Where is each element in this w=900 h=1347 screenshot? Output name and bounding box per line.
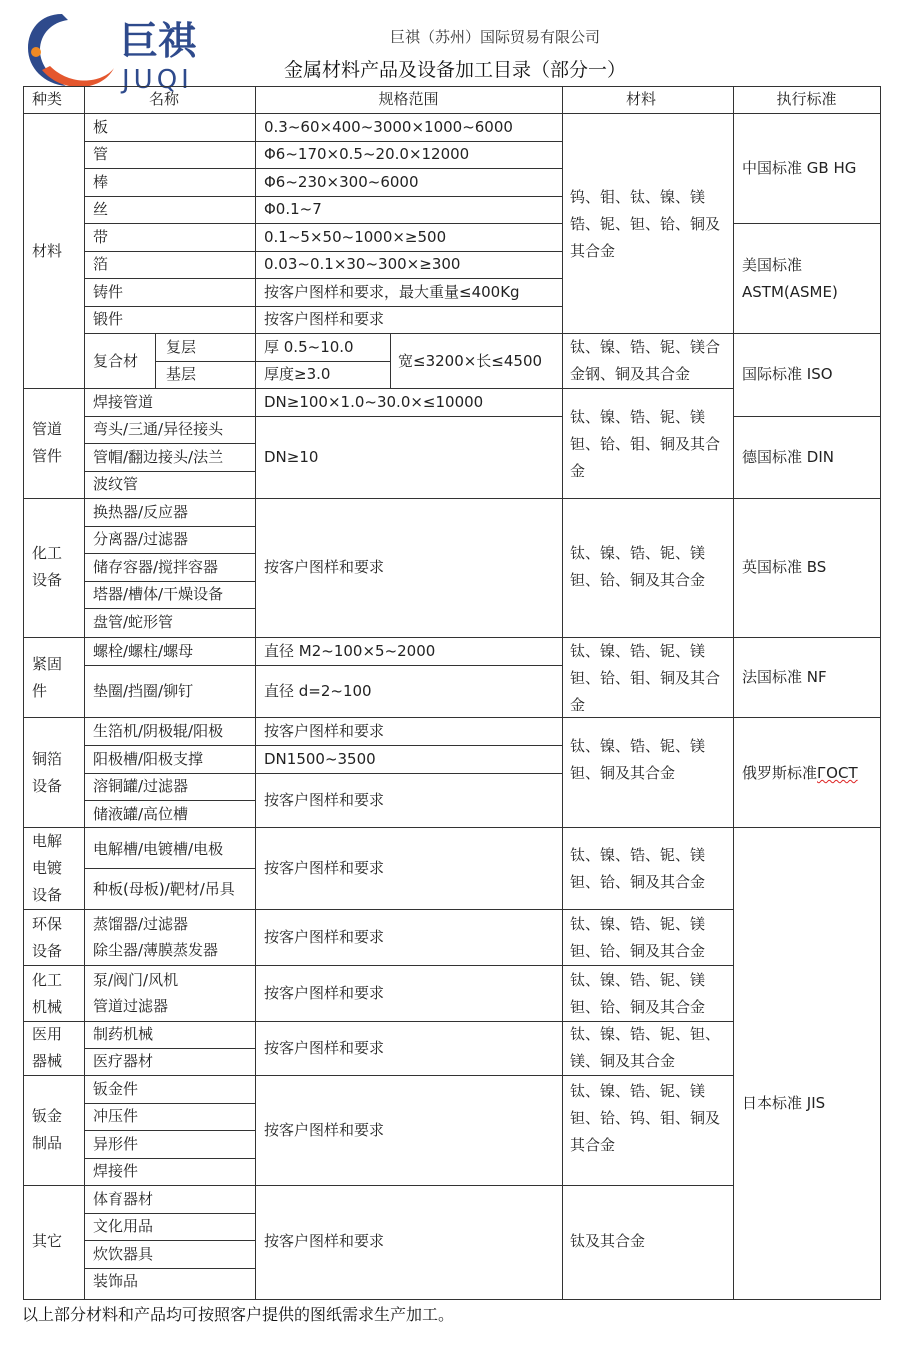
header-standard: 执行标准 bbox=[776, 90, 837, 108]
standard-cell: 日本标准 JIS bbox=[742, 1094, 826, 1112]
category-cell: 医用 器械 bbox=[32, 1025, 63, 1070]
name-cell: 铸件 bbox=[93, 283, 124, 301]
name-cell: 阳极槽/阳极支撑 bbox=[93, 750, 204, 768]
standard-cell: 中国标准 GB HG bbox=[742, 159, 857, 177]
spec-cell: 按客户图样和要求 bbox=[264, 558, 385, 576]
spec-cell: 按客户图样和要求 bbox=[264, 859, 385, 877]
name-cell: 锻件 bbox=[93, 310, 124, 328]
spec-cell: DN≥100×1.0~30.0×≤10000 bbox=[264, 393, 484, 411]
name-cell: 管 bbox=[93, 145, 109, 163]
material-cell: 钛、镍、锆、铌、镁钽、铪、铜及其合金 bbox=[570, 544, 706, 589]
category-cell: 电解 电镀 设备 bbox=[32, 832, 63, 904]
material-cell: 钛、镍、锆、铌、镁钽、铜及其合金 bbox=[570, 737, 706, 782]
name-cell: 文化用品 bbox=[93, 1217, 154, 1235]
standard-text: 俄罗斯标准 bbox=[742, 764, 818, 782]
name-cell: 箔 bbox=[93, 255, 109, 273]
header-name: 名称 bbox=[148, 90, 179, 108]
spec-cell: 按客户图样和要求 bbox=[264, 1232, 385, 1250]
spec-cell: 按客户图样和要求 bbox=[264, 1039, 385, 1057]
name-cell: 异形件 bbox=[93, 1135, 139, 1153]
category-cell: 管道 管件 bbox=[32, 420, 63, 465]
spec-cell: 0.3~60×400~3000×1000~6000 bbox=[264, 118, 513, 136]
name-cell: 储存容器/搅拌容器 bbox=[93, 558, 219, 576]
material-cell: 钛、镍、锆、铌、镁钽、铪、铜及其合金 bbox=[570, 915, 706, 960]
standard-cell bbox=[742, 760, 858, 787]
category-cell: 铜箔 设备 bbox=[32, 750, 63, 795]
spec-cell: 宽≤3200×长≤4500 bbox=[398, 352, 543, 370]
material-cell: 钛、镍、锆、铌、镁合金钢、铜及其合金 bbox=[570, 338, 721, 383]
category-cell: 其它 bbox=[32, 1232, 63, 1250]
name-cell: 医疗器材 bbox=[93, 1052, 154, 1070]
name-cell: 波纹管 bbox=[93, 475, 139, 493]
category-cell: 化工 设备 bbox=[32, 544, 63, 589]
material-cell: 钛、镍、锆、铌、镁钽、铪、钼、铜及其合金 bbox=[570, 408, 721, 480]
name-cell: 复合材 bbox=[93, 352, 139, 370]
company-name: 巨祺（苏州）国际贸易有限公司 bbox=[389, 28, 600, 46]
name-cell: 分离器/过滤器 bbox=[93, 530, 189, 548]
material-cell: 钛、镍、锆、铌、镁钽、铪、钨、钼、铜及其合金 bbox=[570, 1082, 721, 1154]
name-cell: 装饰品 bbox=[93, 1272, 139, 1290]
name-cell: 溶铜罐/过滤器 bbox=[93, 777, 189, 795]
name-cell: 冲压件 bbox=[93, 1107, 139, 1125]
material-cell: 钛、镍、锆、铌、镁钽、铪、钼、铜及其合金 bbox=[570, 642, 721, 714]
name-cell: 棒 bbox=[93, 173, 109, 191]
spec-cell: 按客户图样和要求 bbox=[264, 722, 385, 740]
logo-english-text: JUQI bbox=[122, 65, 193, 94]
material-cell: 钛及其合金 bbox=[570, 1232, 646, 1250]
header-category: 种类 bbox=[32, 90, 63, 108]
spec-cell: Φ6~230×300~6000 bbox=[264, 173, 419, 191]
category-cell: 环保 设备 bbox=[32, 915, 63, 960]
logo-chinese-text: 巨祺 bbox=[120, 19, 197, 63]
spec-cell: 按客户图样和要求 bbox=[264, 984, 385, 1002]
spec-cell: 0.1~5×50~1000×≥500 bbox=[264, 228, 447, 246]
name-cell: 换热器/反应器 bbox=[93, 503, 189, 521]
spec-cell: DN≥10 bbox=[264, 448, 319, 466]
document-title: 金属材料产品及设备加工目录（部分一） bbox=[283, 59, 626, 81]
name-cell: 焊接件 bbox=[93, 1162, 139, 1180]
name-cell: 螺栓/螺柱/螺母 bbox=[93, 642, 194, 660]
footer-note: 以上部分材料和产品均可按照客户提供的图纸需求生产加工。 bbox=[22, 1305, 455, 1324]
spec-cell: 直径 M2~100×5~2000 bbox=[264, 642, 436, 660]
spec-cell: 按客户图样和要求 bbox=[264, 928, 385, 946]
name-cell: 炊饮器具 bbox=[93, 1245, 154, 1263]
name-cell: 蒸馏器/过滤器 bbox=[93, 915, 189, 933]
name-cell: 钣金件 bbox=[93, 1080, 139, 1098]
spec-cell: 按客户图样和要求 bbox=[264, 1121, 385, 1139]
spec-cell: 厚 0.5~10.0 bbox=[264, 338, 354, 356]
spec-cell: DN1500~3500 bbox=[264, 750, 376, 768]
name-cell: 电解槽/电镀槽/电极 bbox=[93, 840, 224, 858]
name-cell: 基层 bbox=[166, 365, 197, 383]
material-cell: 钛、镍、锆、铌、镁钽、铪、铜及其合金 bbox=[570, 971, 706, 1016]
standard-cell: 国际标准 ISO bbox=[742, 365, 833, 383]
spec-cell: Φ0.1~7 bbox=[264, 200, 322, 218]
spec-cell: 按客户图样和要求 bbox=[264, 791, 385, 809]
name-cell: 泵/阀门/风机 bbox=[93, 971, 179, 989]
standard-cell: 德国标准 DIN bbox=[742, 448, 834, 466]
spec-cell: 0.03~0.1×30~300×≥300 bbox=[264, 255, 461, 273]
material-cell: 钨、钼、钛、镍、镁锆、铌、钽、铪、铜及其合金 bbox=[570, 188, 721, 260]
name-cell: 种板(母板)/靶材/吊具 bbox=[93, 880, 235, 898]
category-cell: 钣金 制品 bbox=[32, 1107, 63, 1152]
name-cell: 塔器/槽体/干燥设备 bbox=[93, 585, 224, 603]
standard-cell: 美国标准 ASTM(ASME) bbox=[742, 256, 838, 301]
spec-cell: 厚度≥3.0 bbox=[264, 365, 331, 383]
name-cell: 复层 bbox=[166, 338, 197, 356]
category-cell: 材料 bbox=[32, 242, 63, 260]
name-cell: 体育器材 bbox=[93, 1190, 154, 1208]
name-cell: 带 bbox=[93, 228, 109, 246]
name-cell: 弯头/三通/异径接头 bbox=[93, 420, 224, 438]
standard-cell: 英国标准 BS bbox=[742, 558, 827, 576]
material-cell: 钛、镍、锆、铌、钽、镁、铜及其合金 bbox=[570, 1025, 721, 1070]
name-cell: 垫圈/挡圈/铆钉 bbox=[93, 682, 194, 700]
name-cell: 储液罐/高位槽 bbox=[93, 805, 189, 823]
name-cell: 管帽/翻边接头/法兰 bbox=[93, 448, 224, 466]
name-cell: 生箔机/阴极辊/阳极 bbox=[93, 722, 224, 740]
spec-cell: 按客户图样和要求 bbox=[264, 310, 385, 328]
header-spec: 规格范围 bbox=[378, 90, 439, 108]
name-cell: 板 bbox=[93, 118, 109, 136]
category-cell: 紧固 件 bbox=[32, 655, 63, 700]
name-cell: 管道过滤器 bbox=[93, 997, 169, 1015]
name-cell: 丝 bbox=[93, 200, 109, 218]
name-cell: 焊接管道 bbox=[93, 393, 154, 411]
spec-cell: Φ6~170×0.5~20.0×12000 bbox=[264, 145, 470, 163]
category-cell: 化工 机械 bbox=[32, 971, 63, 1016]
name-cell: 制药机械 bbox=[93, 1025, 154, 1043]
spellcheck-underlined-text: ГОСТ bbox=[817, 764, 858, 782]
spec-cell: 按客户图样和要求，最大重量≤400Kg bbox=[264, 283, 520, 301]
spec-cell: 直径 d=2~100 bbox=[264, 682, 372, 700]
standard-cell: 法国标准 NF bbox=[742, 668, 827, 686]
name-cell: 盘管/蛇形管 bbox=[93, 613, 174, 631]
header-material: 材料 bbox=[625, 90, 656, 108]
material-cell: 钛、镍、锆、铌、镁钽、铪、铜及其合金 bbox=[570, 846, 706, 891]
name-cell: 除尘器/薄膜蒸发器 bbox=[93, 941, 219, 959]
